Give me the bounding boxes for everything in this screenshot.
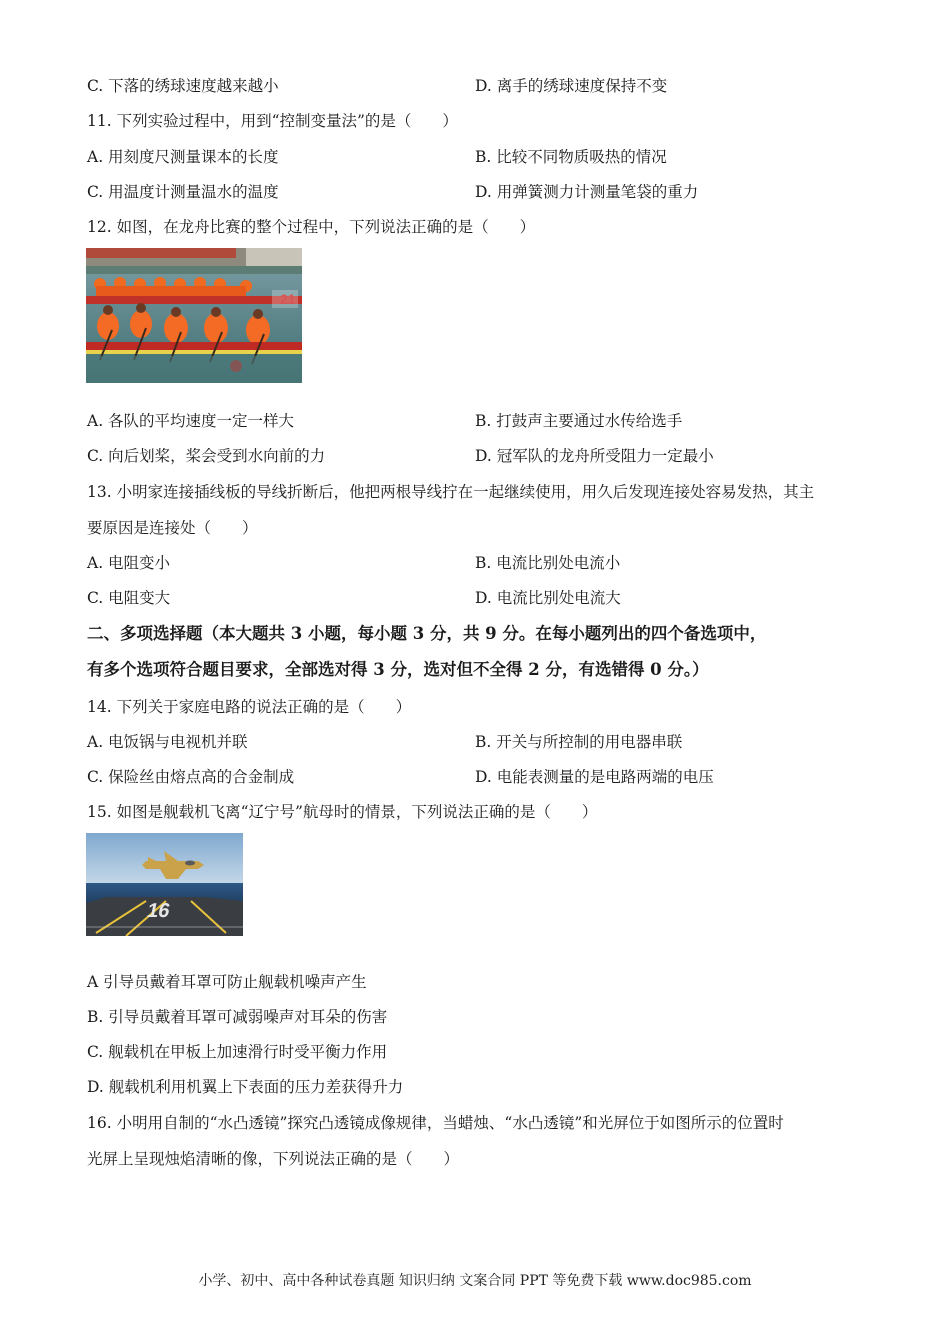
q10-option-d: D. 离手的绣球速度保持不变 [475,77,668,95]
q14-option-a: A. 电饭锅与电视机并联 [87,733,248,751]
q13-option-d: D. 电流比别处电流大 [475,589,621,607]
q11-option-c: C. 用温度计测量温水的温度 [87,183,279,201]
q10-option-c: C. 下落的绣球速度越来越小 [87,77,279,95]
q14-option-b: B. 开关与所控制的用电器串联 [475,733,683,751]
q12-option-c: C. 向后划桨，桨会受到水向前的力 [87,447,326,465]
q14-option-d: D. 电能表测量的是电路两端的电压 [475,768,714,786]
carrier-jet-photo [86,833,243,936]
q15-option-b: B. 引导员戴着耳罩可减弱噪声对耳朵的伤害 [87,1008,388,1026]
q12-option-d: D. 冠军队的龙舟所受阻力一定最小 [475,447,714,465]
q13-stem-line1: 13. 小明家连接插线板的导线折断后，他把两根导线拧在一起继续使用，用久后发现连接处容易发热，其主 [87,483,815,501]
q13-option-b: B. 电流比别处电流小 [475,554,621,572]
page-footer: 小学、初中、高中各种试卷真题 知识归纳 文案合同 PPT 等免费下载 www.doc985.com [198,1273,752,1289]
q15-option-a: A 引导员戴着耳罩可防止舰载机噪声产生 [87,973,367,991]
q12-option-a: A. 各队的平均速度一定一样大 [87,412,295,430]
q16-stem-line2: 光屏上呈现烛焰清晰的像，下列说法正确的是（ ） [87,1150,460,1168]
section2-heading-line1: 二、多项选择题（本大题共 3 小题，每小题 3 分，共 9 分。在每小题列出的四个备选项中， [87,624,767,643]
q15-option-d: D. 舰载机利用机翼上下表面的压力差获得升力 [87,1078,404,1096]
q11-option-d: D. 用弹簧测力计测量笔袋的重力 [475,183,699,201]
q11-stem: 11. 下列实验过程中，用到“控制变量法”的是（ ） [87,112,458,130]
q11-option-a: A. 用刻度尺测量课本的长度 [87,148,279,166]
q11-option-b: B. 比较不同物质吸热的情况 [475,148,667,166]
section2-heading-line2: 有多个选项符合题目要求，全部选对得 3 分，选对但不全得 2 分，有选错得 0 分。） [87,660,709,679]
q12-stem: 12. 如图，在龙舟比赛的整个过程中，下列说法正确的是（ ） [87,218,536,236]
q14-stem: 14. 下列关于家庭电路的说法正确的是（ ） [87,698,412,716]
q15-option-c: C. 舰载机在甲板上加速滑行时受平衡力作用 [87,1043,388,1061]
dragon-boat-photo [86,248,302,383]
q15-stem: 15. 如图是舰载机飞离“辽宁号”航母时的情景，下列说法正确的是（ ） [87,803,598,821]
q14-option-c: C. 保险丝由熔点高的合金制成 [87,768,295,786]
boat-number: 21 [280,291,296,307]
q13-option-c: C. 电阻变大 [87,589,171,607]
q12-option-b: B. 打鼓声主要通过水传给选手 [475,412,683,430]
q13-option-a: A. 电阻变小 [87,554,171,572]
q13-stem-line2: 要原因是连接处（ ） [87,519,258,537]
q16-stem-line1: 16. 小明用自制的“水凸透镜”探究凸透镜成像规律，当蜡烛、“水凸透镜”和光屏位于如图所示的位置时 [87,1114,784,1132]
deck-number: 16 [145,900,172,922]
